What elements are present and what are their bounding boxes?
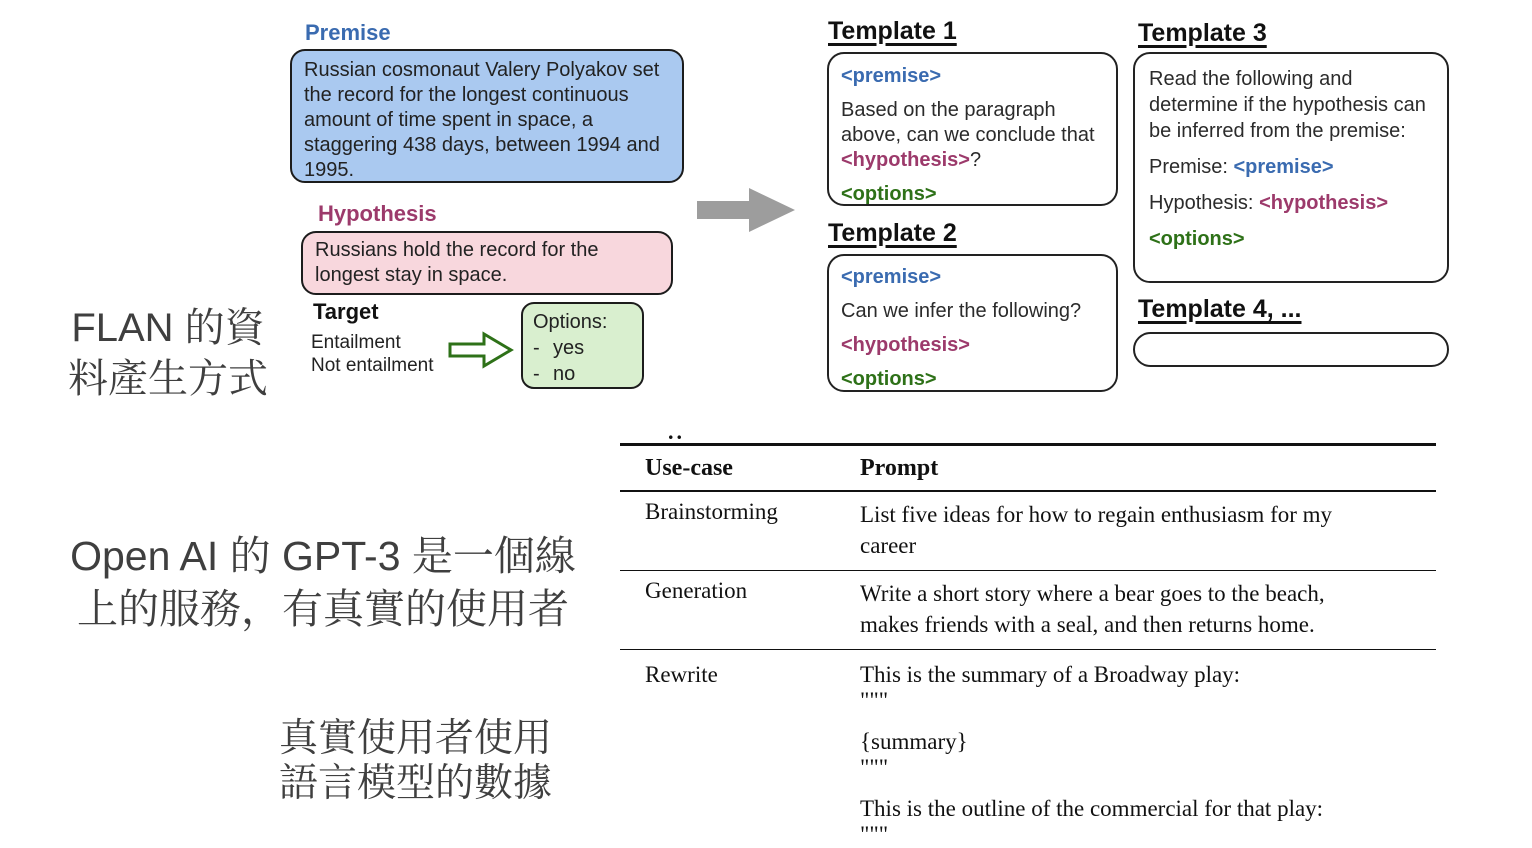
prompt-blank-line xyxy=(860,781,1436,796)
hypothesis-tag-text: <hypothesis> xyxy=(841,334,970,356)
target-label: Target xyxy=(313,299,379,324)
prompt-line: This is the outline of the commercial for that play: xyxy=(860,796,1324,821)
target-options xyxy=(311,331,434,377)
table-row xyxy=(620,571,1436,650)
template2-question-text: Can we infer the following? xyxy=(841,300,1082,322)
premise-tag-text: <premise> xyxy=(1233,156,1334,178)
hypothesis-tag-text: <hypothesis> xyxy=(1259,192,1388,214)
prompt-line: {summary} xyxy=(860,729,968,754)
caption-line: 真實使用者使用 xyxy=(278,717,552,760)
right-arrow-icon xyxy=(697,186,797,234)
prompt-line: """ xyxy=(860,755,889,780)
table-row xyxy=(620,650,1436,848)
premise-tag xyxy=(841,265,1104,290)
prompt-cell xyxy=(860,499,1436,561)
caption-line: 料產生方式 xyxy=(68,357,268,401)
caption-line: Open AI 的 GPT-3 是一個線 xyxy=(70,533,576,579)
premise-prefix: Premise: xyxy=(1149,156,1234,178)
use-case-cell: Generation xyxy=(645,578,748,603)
template1-heading: Template 1 xyxy=(828,17,957,45)
caption-line: 上的服務，有真實的使用者 xyxy=(77,586,569,632)
hypothesis-tag xyxy=(841,333,1104,358)
prompt-line: This is the summary of a Broadway play: xyxy=(860,662,1241,687)
green-arrow-icon xyxy=(447,330,515,370)
options-tag xyxy=(841,367,1104,392)
options-tag xyxy=(841,182,1104,207)
prompt-line: Write a short story where a bear goes to the beach, xyxy=(860,581,1325,606)
caption-real-user-data xyxy=(268,716,563,806)
prompt-blank-line xyxy=(860,714,1436,729)
premise-tag-text: <premise> xyxy=(841,65,942,87)
hypothesis-prefix: Hypothesis: xyxy=(1149,192,1260,214)
caption-line: 語言模型的數據 xyxy=(278,762,552,805)
template2-box xyxy=(827,254,1118,392)
option-yes-text: yes xyxy=(553,337,585,359)
prompt-line: career xyxy=(860,533,917,558)
caption-line: FLAN 的資 xyxy=(71,306,265,350)
template3-box xyxy=(1133,52,1449,283)
use-case-cell: Brainstorming xyxy=(645,499,778,524)
target-option-not-entailment: Not entailment xyxy=(311,355,434,376)
template3-heading: Template 3 xyxy=(1138,19,1267,47)
premise-tag-text: <premise> xyxy=(841,266,942,288)
option-yes xyxy=(533,335,632,361)
prompt-line: List five ideas for how to regain enthusiasm for my xyxy=(860,502,1333,527)
use-case-cell: Rewrite xyxy=(645,662,718,687)
template4-heading: Template 4, ... xyxy=(1138,295,1302,323)
options-tag-text: <options> xyxy=(841,368,937,390)
header-prompt: Prompt xyxy=(860,455,939,481)
template1-question-text: Based on the paragraph above, can we conclude that xyxy=(841,99,1095,146)
prompt-line: """ xyxy=(860,822,889,847)
dash-bullet: - xyxy=(533,363,540,385)
caption-gpt3-service xyxy=(14,530,632,636)
option-no xyxy=(533,361,632,387)
template3-intro-text: Read the following and determine if the hypothesis can be inferred from the premise: xyxy=(1149,68,1426,142)
template1-box xyxy=(827,52,1118,206)
premise-text: Russian cosmonaut Valery Polyakov set the record for the longest continuous amount of time spent in space, a staggering 438 days, between 1994 and 1995. xyxy=(304,59,660,181)
template3-premise-line xyxy=(1149,154,1437,180)
template1-question-mark: ? xyxy=(969,149,982,171)
header-use-case: Use-case xyxy=(645,455,733,481)
prompt-line: """ xyxy=(860,688,889,713)
template3-intro xyxy=(1149,66,1437,144)
template2-question xyxy=(841,299,1104,324)
options-box xyxy=(521,302,644,389)
options-title: Options: xyxy=(533,311,608,333)
table-row xyxy=(620,492,1436,571)
template3-hypothesis-line xyxy=(1149,190,1437,216)
hypothesis-box xyxy=(301,231,673,295)
options-tag xyxy=(1149,226,1437,252)
use-case-table xyxy=(620,443,1436,848)
target-option-entailment: Entailment xyxy=(311,332,401,353)
option-no-text: no xyxy=(553,363,576,385)
dash-bullet: - xyxy=(533,337,540,359)
clipped-text-artifact: .. xyxy=(668,419,685,444)
premise-box xyxy=(290,49,684,183)
options-tag-text: <options> xyxy=(1149,228,1245,250)
table-header-row xyxy=(620,446,1436,492)
options-tag-text: <options> xyxy=(841,183,937,205)
caption-flan-data-generation xyxy=(42,303,294,405)
hypothesis-text: Russians hold the record for the longest stay in space. xyxy=(315,239,599,286)
prompt-cell xyxy=(860,662,1436,848)
premise-label: Premise xyxy=(305,20,391,45)
prompt-cell xyxy=(860,578,1436,640)
hypothesis-tag-text: <hypothesis> xyxy=(841,149,970,171)
template2-heading: Template 2 xyxy=(828,219,957,247)
template4-box xyxy=(1133,332,1449,367)
premise-tag xyxy=(841,64,1104,89)
template1-question xyxy=(841,98,1104,173)
prompt-line: makes friends with a seal, and then returns home. xyxy=(860,612,1315,637)
hypothesis-label: Hypothesis xyxy=(318,201,437,226)
